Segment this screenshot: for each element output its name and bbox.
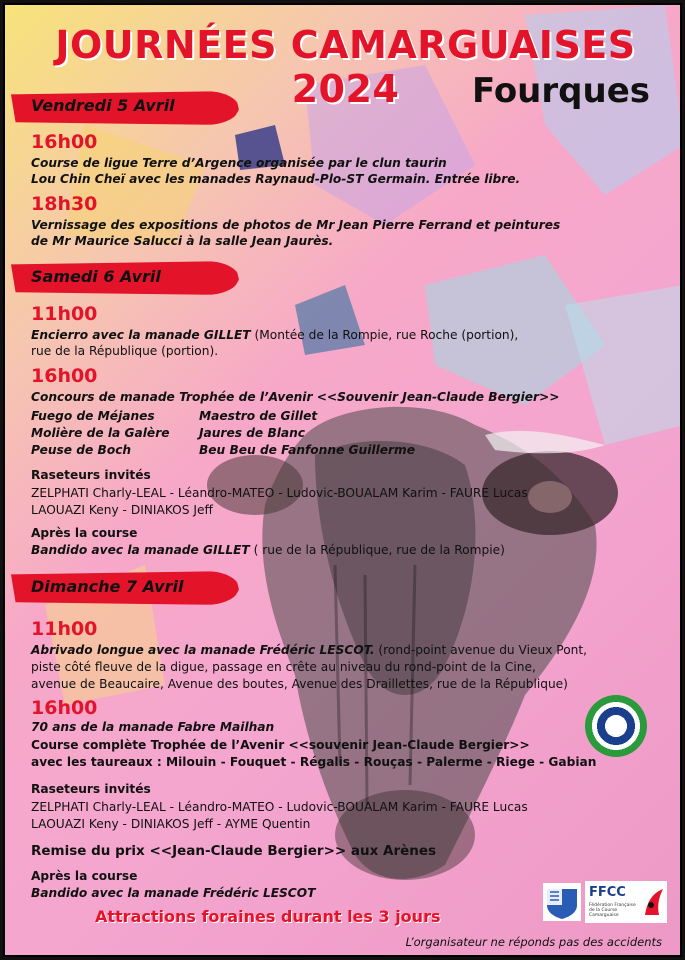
event-text: 70 ans de la manade Fabre Mailhan [31,720,275,734]
ffcc-logo-small-text: Fédération Française de la Course Camarguaise [589,903,636,918]
event-text-bold: Encierro avec la manade GILLET [31,328,251,342]
event-time: 16h00 [31,365,98,387]
after-label: Après la course [31,869,138,883]
prize-text: Remise du prix <<Jean-Claude Bergier>> aux Arènes [31,843,437,859]
event-text [31,642,587,659]
cocarde-icon [585,695,647,757]
day-label-saturday: Samedi 6 Avril [31,267,161,286]
event-time: 11h00 [31,303,98,325]
page-title: JOURNÉES CAMARGUAISES 2024 [55,23,636,111]
event-text-rest: (rond-point avenue du Vieux Pont, [374,643,588,657]
event-text [31,327,518,344]
event-text: Course complète Trophée de l’Avenir <<souvenir Jean-Claude Bergier>> [31,738,530,752]
bull-name: Jaures de Blanc [199,426,306,440]
bull-name: Beu Beu de Fanfonne Guillerme [199,443,415,457]
event-text: Vernissage des expositions de photos de Mr Jean Pierre Ferrand et peintures [31,218,561,232]
raseteurs-label: Raseteurs invités [31,782,151,796]
raseteurs-label: Raseteurs invités [31,468,151,482]
event-text: piste côté fleuve de la digue, passage en crête au niveau du rond-point de la Cine, [31,660,536,674]
raseteurs-list: LAOUAZI Keny - DINIAKOS Jeff - AYME Quentin [31,817,311,831]
event-text: de Mr Maurice Salucci à la salle Jean Jaurès. [31,234,334,248]
event-text: rue de la République (portion). [31,344,219,358]
region-flag-icon [543,883,581,921]
day-label-sunday: Dimanche 7 Avril [31,577,184,596]
after-text [31,542,505,559]
bull-name: Peuse de Boch [31,443,132,457]
event-time: 16h00 [31,697,98,719]
event-time: 16h00 [31,131,98,153]
region-logo [543,883,581,921]
day-label-friday: Vendredi 5 Avril [31,96,175,115]
page-subtitle: Fourques [471,71,650,111]
raseteurs-list: LAOUAZI Keny - DINIAKOS Jeff [31,503,213,517]
after-text-rest: ( rue de la République, rue de la Rompie) [249,543,505,557]
after-label: Après la course [31,526,138,540]
raseteurs-list: ZELPHATI Charly-LEAL - Léandro-MATEO - Ludovic-BOUALAM Karim - FAURE Lucas [31,486,528,500]
event-text-bold: Abrivado longue avec la manade Frédéric LESCOT. [31,643,375,657]
disclaimer-text: L’organisateur ne réponds pas des accidents [405,935,662,949]
event-time: 18h30 [31,193,98,215]
event-text-rest: (Montée de la Rompie, rue Roche (portion), [250,328,519,342]
event-text: avenue de Beaucaire, Avenue des boutes, Avenue des Draillettes, rue de la République) [31,677,568,691]
ffcc-logo-text: FFCC [589,885,626,900]
poster [3,3,682,957]
raseteurs-list: ZELPHATI Charly-LEAL - Léandro-MATEO - Ludovic-BOUALAM Karim - FAURE Lucas [31,800,528,814]
bull-name: Molière de la Galère [31,426,170,440]
ffcc-emblem-icon [641,887,665,917]
bulls-list: avec les taureaux : Milouin - Fouquet - Régalis - Rouças - Palerme - Riege - Gabian [31,755,597,769]
event-text: Course de ligue Terre d’Argence organisée par le clun taurin [31,156,447,170]
attractions-text: Attractions foraines durant les 3 jours [95,907,441,926]
ffcc-logo [585,881,667,923]
bull-name: Maestro de Gillet [199,409,318,423]
event-heading: Concours de manade Trophée de l’Avenir <<Souvenir Jean-Claude Bergier>> [31,390,560,404]
event-time: 11h00 [31,618,98,640]
bull-name: Fuego de Méjanes [31,409,155,423]
after-text: Bandido avec la manade Frédéric LESCOT [31,886,316,900]
event-text: Lou Chin Cheï avec les manades Raynaud-Plo-ST Germain. Entrée libre. [31,172,521,186]
after-text-bold: Bandido avec la manade GILLET [31,543,250,557]
